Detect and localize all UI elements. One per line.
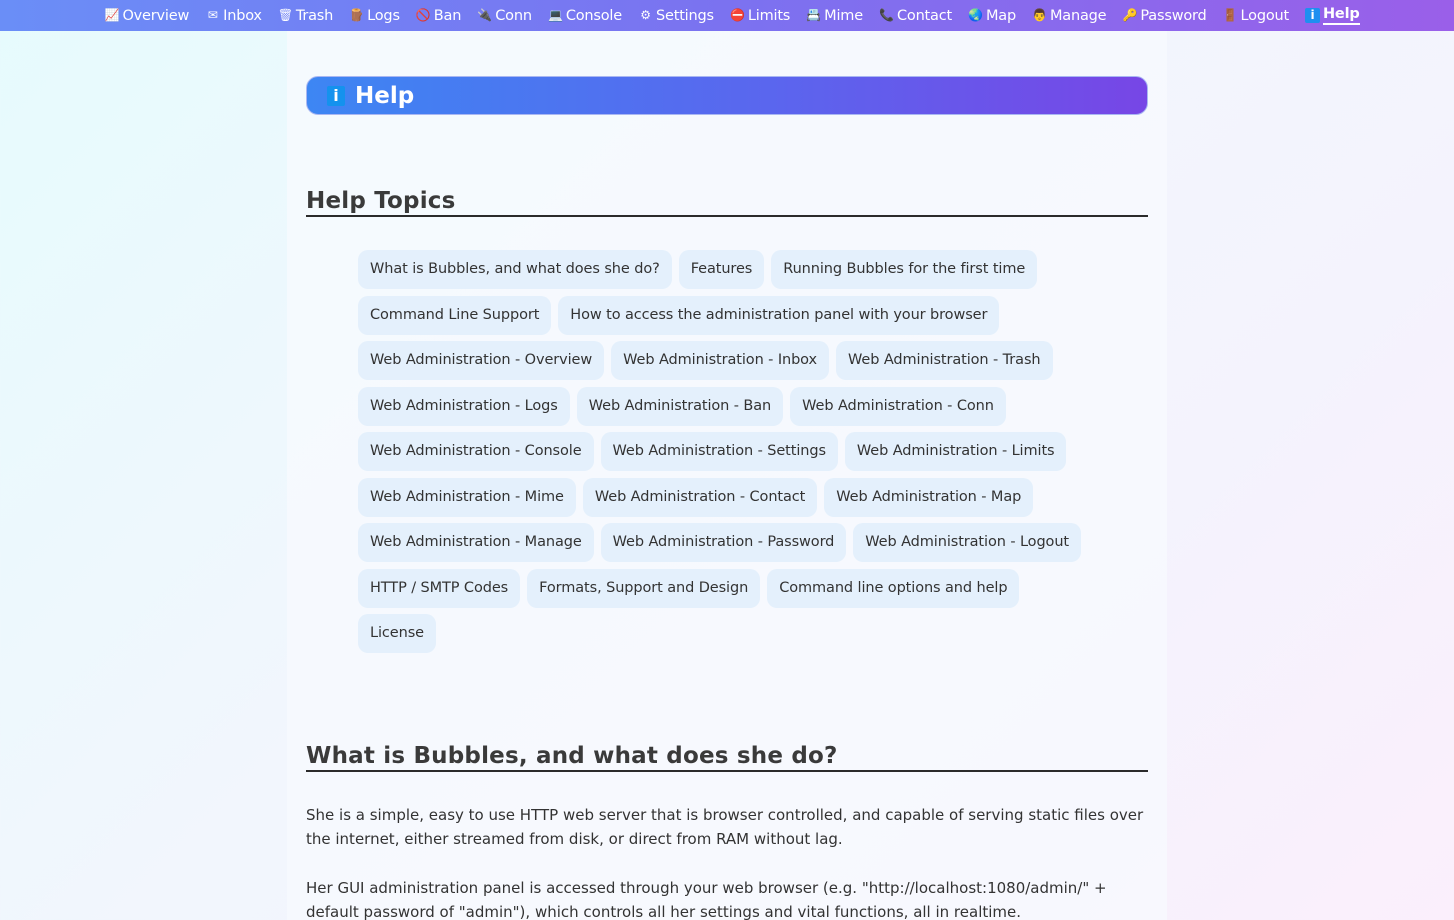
nav-item-label: Password bbox=[1140, 7, 1207, 24]
help-topic-link[interactable]: Web Administration - Overview bbox=[358, 341, 604, 380]
top-navigation bbox=[0, 0, 1454, 31]
help-topic-link[interactable]: Web Administration - Logout bbox=[853, 523, 1081, 562]
main-panel bbox=[287, 31, 1167, 920]
nav-item-label: Trash bbox=[295, 7, 334, 24]
manager-icon: 👨 bbox=[1032, 8, 1047, 22]
phone-icon: 📞 bbox=[879, 8, 894, 22]
nav-item-contact[interactable] bbox=[879, 0, 952, 31]
help-banner bbox=[306, 76, 1148, 115]
nav-item-map[interactable] bbox=[968, 0, 1016, 31]
help-topic-link[interactable]: Web Administration - Inbox bbox=[611, 341, 829, 380]
nav-item-mime[interactable] bbox=[806, 0, 863, 31]
nav-item-label: Conn bbox=[495, 7, 532, 24]
nav-item-logout[interactable] bbox=[1223, 0, 1289, 31]
chart-icon: 📈 bbox=[104, 8, 120, 22]
envelope-icon: ✉ bbox=[207, 8, 218, 22]
help-topic-link[interactable]: How to access the administration panel with your browser bbox=[558, 296, 999, 335]
help-topic-link[interactable]: Web Administration - Manage bbox=[358, 523, 594, 562]
nav-item-console[interactable] bbox=[548, 0, 622, 31]
nav-item-label: Settings bbox=[655, 7, 714, 24]
help-topic-link[interactable]: What is Bubbles, and what does she do? bbox=[358, 250, 672, 289]
nav-item-label: Ban bbox=[433, 7, 462, 24]
help-topics-heading: Help Topics bbox=[306, 188, 1148, 217]
plug-icon: 🔌 bbox=[477, 8, 493, 22]
nav-item-help[interactable] bbox=[1305, 0, 1360, 31]
help-topic-link[interactable]: Web Administration - Ban bbox=[577, 387, 783, 426]
help-topic-link[interactable]: Formats, Support and Design bbox=[527, 569, 760, 608]
nav-item-label: Manage bbox=[1050, 7, 1107, 24]
nav-item-label: Logs bbox=[367, 7, 400, 24]
help-topic-link[interactable]: Command line options and help bbox=[767, 569, 1019, 608]
limit-icon: ⛔ bbox=[729, 8, 745, 22]
nav-item-label: Help bbox=[1323, 6, 1360, 25]
log-icon: 🪵 bbox=[349, 8, 365, 22]
nav-item-password[interactable] bbox=[1122, 0, 1206, 31]
info-icon: i bbox=[327, 86, 345, 106]
nav-item-manage[interactable] bbox=[1032, 0, 1106, 31]
section-heading-what-is-bubbles: What is Bubbles, and what does she do? bbox=[306, 743, 1148, 772]
nav-item-label: Mime bbox=[824, 7, 863, 24]
help-topic-link[interactable]: Command Line Support bbox=[358, 296, 551, 335]
nav-item-label: Inbox bbox=[223, 7, 262, 24]
help-topic-link[interactable]: Features bbox=[679, 250, 765, 289]
section-paragraph-1: She is a simple, easy to use HTTP web server that is browser controlled, and capable of serving static files over the internet, either streamed from disk, or direct from RAM without lag. bbox=[306, 806, 1144, 848]
info-icon: i bbox=[1305, 8, 1320, 23]
gear-icon: ⚙ bbox=[640, 8, 651, 22]
nav-item-label: Console bbox=[565, 7, 622, 24]
help-topic-link[interactable]: Web Administration - Trash bbox=[836, 341, 1053, 380]
nav-item-limits[interactable] bbox=[730, 0, 790, 31]
help-topics-list bbox=[358, 250, 1098, 660]
nav-item-label: Overview bbox=[122, 7, 190, 24]
help-topic-link[interactable]: Web Administration - Logs bbox=[358, 387, 570, 426]
nav-item-label: Logout bbox=[1240, 7, 1289, 24]
section-paragraph-2: Her GUI administration panel is accessed through your web browser (e.g. "http://localhost:1080/admin/" + default password of "admin"), which controls all her settings and vital functions, all in realtime. bbox=[306, 879, 1107, 920]
help-topic-link[interactable]: Web Administration - Map bbox=[824, 478, 1033, 517]
nav-item-logs[interactable] bbox=[349, 0, 400, 31]
help-topic-link[interactable]: Web Administration - Mime bbox=[358, 478, 576, 517]
help-topic-link[interactable]: License bbox=[358, 614, 436, 653]
laptop-icon: 💻 bbox=[547, 8, 563, 22]
nav-item-overview[interactable] bbox=[104, 0, 189, 31]
help-topic-link[interactable]: HTTP / SMTP Codes bbox=[358, 569, 520, 608]
help-topic-link[interactable]: Running Bubbles for the first time bbox=[771, 250, 1037, 289]
help-topic-link[interactable]: Web Administration - Password bbox=[601, 523, 847, 562]
nav-item-label: Limits bbox=[747, 7, 791, 24]
page-title: Help bbox=[355, 82, 415, 109]
help-topic-link[interactable]: Web Administration - Console bbox=[358, 432, 594, 471]
trash-icon: 🗑 bbox=[277, 8, 293, 22]
nav-item-inbox[interactable] bbox=[205, 0, 262, 31]
nav-item-label: Contact bbox=[896, 7, 952, 24]
key-icon: 🔑 bbox=[1122, 8, 1138, 22]
mime-icon: 📇 bbox=[806, 8, 822, 22]
nav-item-ban[interactable] bbox=[416, 0, 461, 31]
door-icon: 🚪 bbox=[1222, 8, 1238, 22]
nav-item-conn[interactable] bbox=[477, 0, 532, 31]
help-topic-link[interactable]: Web Administration - Settings bbox=[601, 432, 838, 471]
ban-icon: 🚫 bbox=[415, 8, 431, 22]
globe-icon: 🌏 bbox=[968, 8, 983, 22]
help-topic-link[interactable]: Web Administration - Conn bbox=[790, 387, 1006, 426]
nav-item-trash[interactable] bbox=[278, 0, 333, 31]
help-topic-link[interactable]: Web Administration - Contact bbox=[583, 478, 817, 517]
help-topic-link[interactable]: Web Administration - Limits bbox=[845, 432, 1067, 471]
nav-item-label: Map bbox=[985, 7, 1016, 24]
nav-item-settings[interactable] bbox=[638, 0, 714, 31]
